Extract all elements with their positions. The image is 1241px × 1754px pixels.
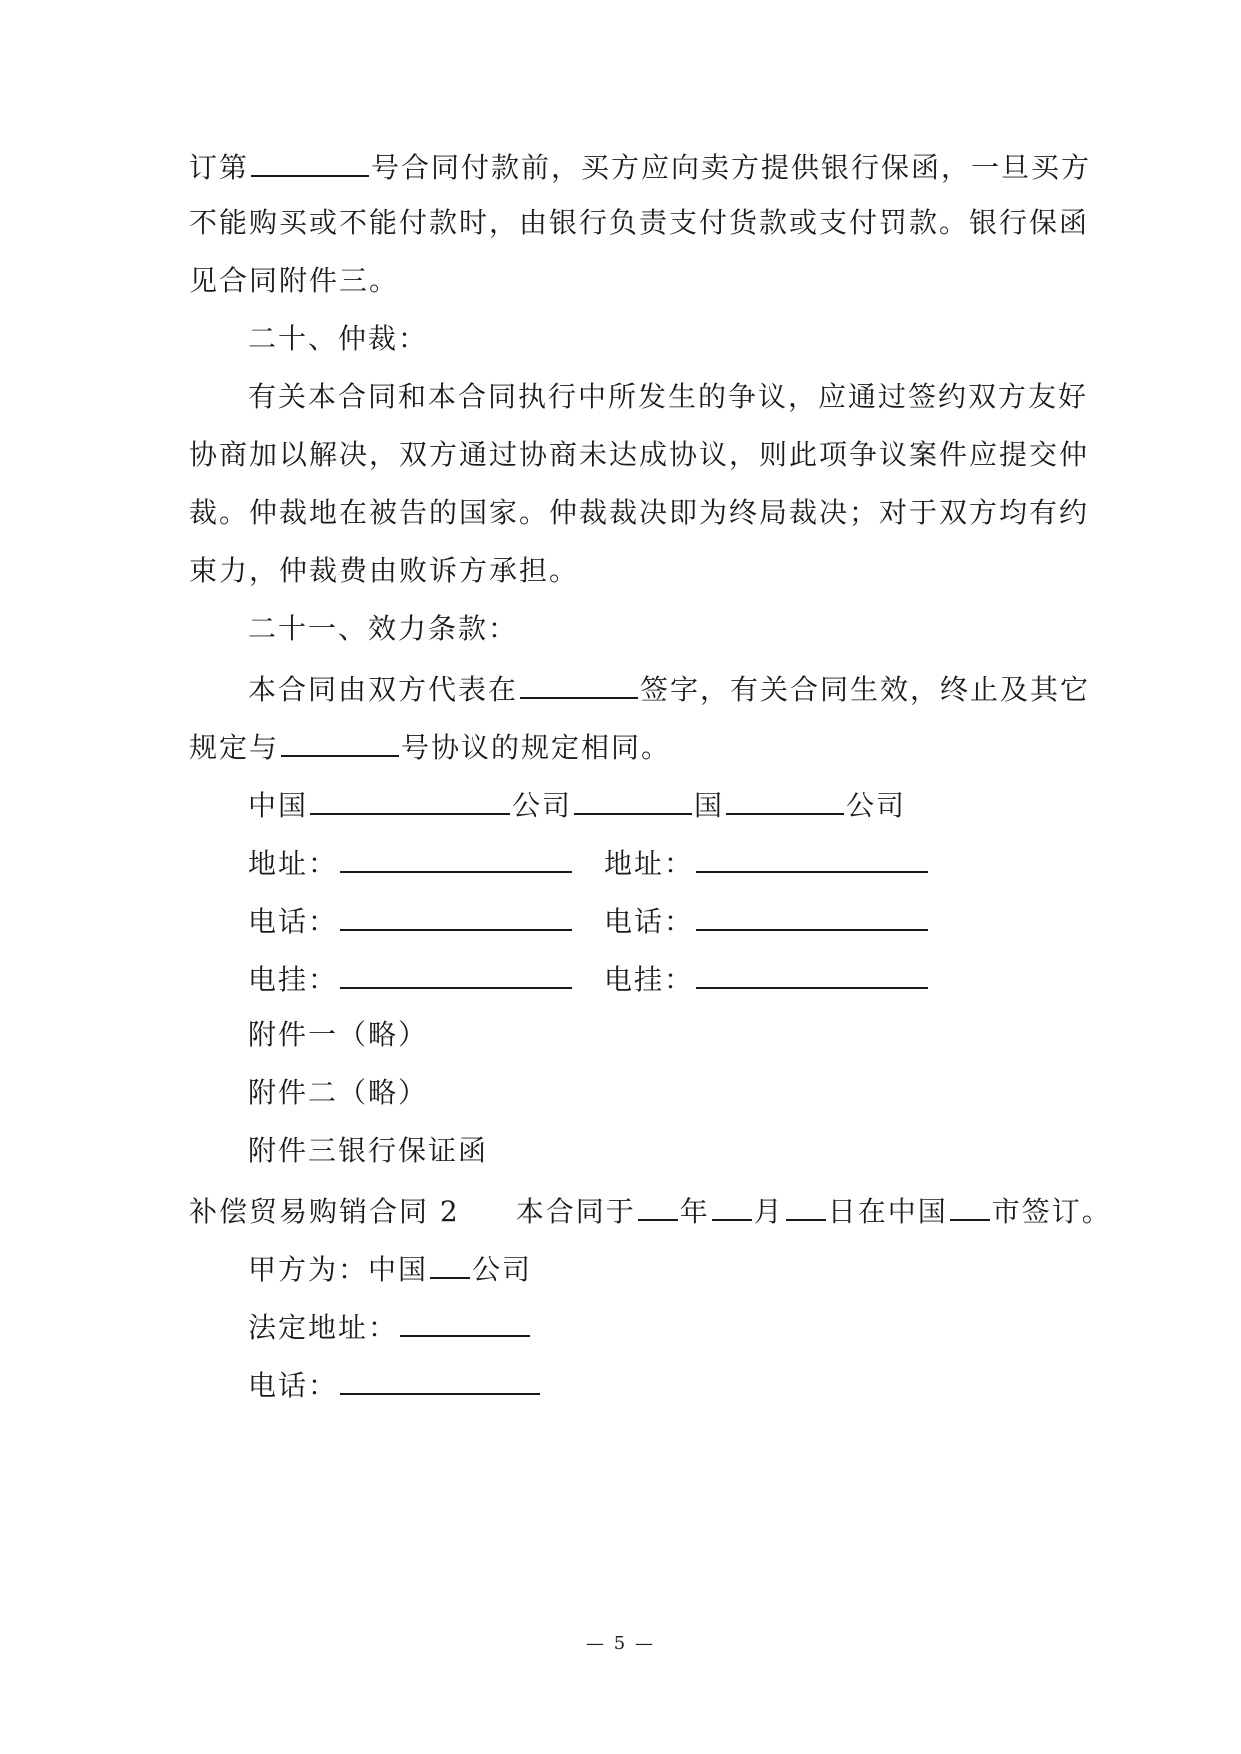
paragraph-line: 订第 号合同付款前，买方应向卖方提供银行保函，一旦买方 <box>189 145 1059 188</box>
page-number: — 5 — <box>586 1633 655 1654</box>
blank-field <box>726 783 844 815</box>
attachment-item: 附件二（略） <box>248 1076 429 1109</box>
blank-field <box>340 957 572 989</box>
paragraph-line: 有关本合同和本合同执行中所发生的争议，应通过签约双方友好 <box>248 380 1089 413</box>
blank-field <box>340 1363 540 1395</box>
party-a-line: 甲方为：中国 公司 <box>248 1247 1118 1290</box>
blank-field <box>430 1247 470 1279</box>
contract2-phone-line: 电话： <box>248 1363 1118 1406</box>
section-heading: 二十、仲裁： <box>248 322 429 355</box>
blank-field <box>400 1305 530 1337</box>
blank-field <box>696 957 928 989</box>
blank-field <box>520 667 638 699</box>
phone-line: 电话： 电话： <box>248 899 1118 942</box>
blank-field <box>950 1189 990 1221</box>
attachment-item: 附件三银行保证函 <box>248 1134 489 1167</box>
section-heading: 二十一、效力条款： <box>248 612 519 645</box>
paragraph-line: 见合同附件三。 <box>189 264 400 297</box>
blank-field <box>786 1189 826 1221</box>
paragraph-line: 规定与 号协议的规定相同。 <box>189 725 1059 768</box>
blank-field <box>340 841 572 873</box>
blank-field <box>310 783 510 815</box>
blank-field <box>696 899 928 931</box>
blank-field <box>574 783 692 815</box>
blank-field <box>638 1189 678 1221</box>
paragraph-line: 不能购买或不能付款时，由银行负责支付货款或支付罚款。银行保函 <box>189 206 1090 239</box>
contract-title-line: 补偿贸易购销合同 2 本合同于 年 月 日在中国 市签订。 <box>189 1189 1059 1232</box>
contract-title: 补偿贸易购销合同 2 <box>189 1195 460 1228</box>
blank-field <box>251 145 369 177</box>
address-line: 地址： 地址： <box>248 841 1118 884</box>
legal-address-line: 法定地址： <box>248 1305 1118 1348</box>
paragraph-line: 裁。仲裁地在被告的国家。仲裁裁决即为终局裁决；对于双方均有约 <box>189 496 1090 529</box>
paragraph-line: 协商加以解决，双方通过协商未达成协议，则此项争议案件应提交仲 <box>189 438 1090 471</box>
blank-field <box>696 841 928 873</box>
attachment-item: 附件一（略） <box>248 1018 429 1051</box>
paragraph-line: 本合同由双方代表在 签字，有关合同生效，终止及其它 <box>248 667 1118 710</box>
telex-line: 电挂： 电挂： <box>248 957 1118 1000</box>
paragraph-line: 束力，仲裁费由败诉方承担。 <box>189 554 580 587</box>
blank-field <box>712 1189 752 1221</box>
blank-field <box>340 899 572 931</box>
party-line: 中国 公司 国 公司 <box>248 783 1118 826</box>
blank-field <box>281 725 399 757</box>
